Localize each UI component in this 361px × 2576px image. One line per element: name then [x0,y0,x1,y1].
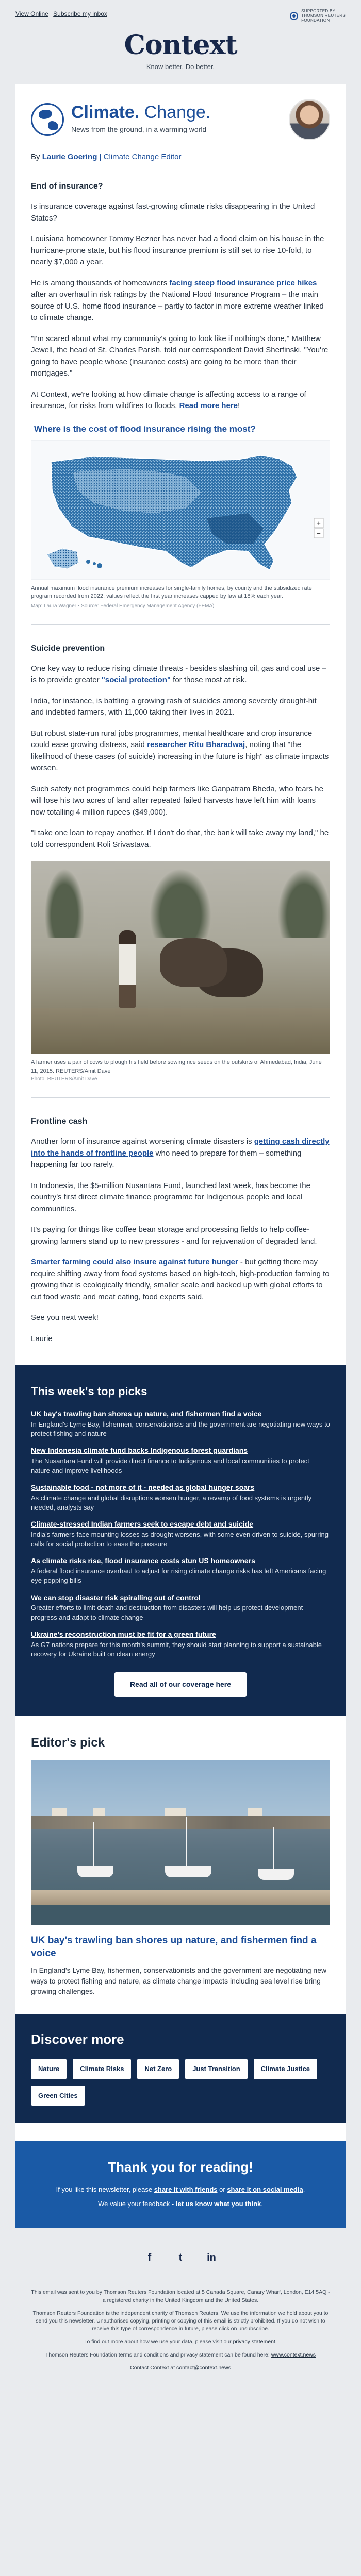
pick-title-link[interactable]: Sustainable food - not more of it - needed as global hunger soars [31,1483,255,1492]
paragraph [31,389,330,412]
pick-title-link[interactable]: We can stop disaster risk spiralling out of control [31,1593,201,1602]
paragraph: "I take one loan to repay another. If I don't do that, the bank will take away my land," he told correspondent Roli Srivastava. [31,828,329,849]
topic-chip-climate-justice[interactable]: Climate Justice [254,2059,317,2079]
share-social-link[interactable]: share it on social media [227,2185,303,2194]
editors-pick-desc: In England's Lyme Bay, fishermen, conservationists and the government are negotiating new ways to protect fishing and nature, as climate change impacts including sea level rise bring growing challenges. [31,1966,327,1996]
discover-heading: Discover more [31,2031,124,2047]
paragraph [31,728,330,774]
pick-desc: Greater efforts to limit death and destruction from disasters will help us protect development progress and adapt to climate change [31,1604,303,1621]
pick-item [31,1483,330,1512]
pick-item [31,1519,330,1549]
photo-credit: Photo: REUTERS/Amit Dave [31,1076,97,1082]
photo-mast [93,1822,94,1869]
topic-chip-nature[interactable]: Nature [31,2059,67,2079]
foundation-line-1: SUPPORTED BY [301,9,336,13]
feedback-line [31,2199,330,2209]
editors-pick [15,1716,346,2014]
photo-water [31,1905,330,1925]
photo-jetty [31,1890,330,1905]
map-hawaii [86,560,102,568]
foundation-mark-icon [290,12,298,20]
author-link[interactable]: Laurie Goering [42,152,97,161]
text: , noting that "the likelihood of these cases (of suicide) increasing in the future is high" as climate impacts worsen. [31,740,329,773]
newsletter-subtitle: News from the ground, in a warming world [71,125,207,133]
paragraph: See you next week! [31,1313,99,1323]
paragraph [31,1136,330,1171]
map-caption: Annual maximum flood insurance premium increases for single-family homes, by county and the subsidized rate program recorded from 2022; values reflect the first year increases capped by law at 18% each year. [31,585,312,599]
context-logo[interactable]: Context [124,29,237,61]
footer-contact [31,2364,330,2372]
share-friends-link[interactable]: share it with friends [154,2185,218,2194]
text: To find out more about how we use your data, please visit our [84,2338,233,2345]
top-picks [15,1365,346,1716]
pick-desc: As climate change and global disruptions worsen hunger, a revamp of food systems is urgently needed, analysts say [31,1494,312,1511]
topic-chips [31,2059,330,2106]
newsletter-title [71,104,210,122]
newsletter-brand [31,103,210,136]
paragraph [31,278,330,324]
read-more-link[interactable]: Read more here [179,401,238,410]
globe-icon [31,103,64,136]
story-section-3 [15,1115,346,1345]
foundation-line-2: THOMSON REUTERS [301,13,346,18]
photo-tree [41,861,88,938]
pick-item [31,1593,330,1622]
story-section-2 [15,642,346,1098]
pick-item [31,1556,330,1585]
newsletter-header [15,84,346,140]
paragraph: India, for instance, is battling a growing rash of suicides among severely drought-hit and indebted farmers, with 11,000 taking their lives in 2021. [31,696,317,717]
text: who need to prepare for them – something happening far too rarely. [31,1148,302,1170]
title-light: Change. [139,103,211,123]
topic-chip-net-zero[interactable]: Net Zero [137,2059,179,2079]
smarter-farming-link[interactable]: Smarter farming could also insure against future hunger [31,1258,238,1267]
photo-mast [186,1817,187,1869]
map-figure [31,422,330,610]
tagline: Know better. Do better. [146,63,215,71]
photo-farmer [119,930,136,1008]
byline-by: By [31,152,42,161]
farmer-photo [31,861,330,1054]
paragraph [31,1257,330,1303]
privacy-link[interactable]: privacy statement [233,2338,275,2345]
section-heading: End of insurance? [31,182,103,191]
author-role: Climate Change Editor [103,152,182,161]
svg-text:+: + [317,519,321,527]
photo-boat [77,1866,113,1877]
paragraph: "I'm scared about what my community's going to look like if nothing's done," Matthew Jewell, the head of St. Charles Parish, told our correspondent David Sherfinski. "You're going to have people whose (insurance costs) are going to be more than their mortgages." [31,334,329,378]
linkedin-icon[interactable]: in [207,2252,216,2264]
pick-desc: As G7 nations prepare for this month's summit, they should start planning to support a sustainable recovery for Ukraine built on clean energy [31,1640,322,1658]
pick-title-link[interactable]: Climate-stressed Indian farmers seek to escape debt and suicide [31,1519,254,1528]
paragraph: In Indonesia, the $5-million Nusantara Fund, launched last week, has become the country's first direct climate finance programme for Indigenous people and local communities. [31,1181,310,1213]
pick-desc: In England's Lyme Bay, fishermen, conservationists and the government are negotiating new ways to protect fishing and nature [31,1420,330,1438]
byline-separator: | [97,152,104,161]
researcher-link[interactable]: researcher Ritu Bharadwaj [147,740,245,750]
feedback-link[interactable]: let us know what you think [175,2199,261,2208]
us-county-map[interactable] [31,440,330,580]
photo-shore [31,1816,330,1829]
foundation-line-3: FOUNDATION [301,18,330,23]
masthead [0,29,361,84]
footer-disclaimer: Thomson Reuters Foundation is the independent charity of Thomson Reuters. We use the information we hold about you to send you this newsletter. Unauthorised copying, printing or copying of this email is strictly prohibited. If you do not wish to receive this type of correspondence in future, please click on unsubscribe. [32,2310,329,2332]
topic-chip-just-transition[interactable]: Just Transition [185,2059,247,2079]
pick-title-link[interactable]: As climate risks rise, flood insurance costs stun US homeowners [31,1556,255,1565]
pick-desc: A federal flood insurance overhaul to adjust for rising climate change risks has left Americans facing eye-popping bills [31,1567,326,1585]
picks-heading: This week's top picks [31,1385,147,1398]
footer [15,2279,346,2372]
text: ! [237,401,240,410]
photo-tree [273,861,330,938]
pick-desc: India's farmers face mounting losses as drought worsens, with some even driven to suicide, spurring calls for social protection to ease the pressure [31,1530,329,1548]
text: or [217,2185,227,2194]
pick-title-link[interactable]: UK bay's trawling ban shores up nature, and fishermen find a voice [31,1410,262,1418]
text: for those most at risk. [171,675,247,685]
photo-tree [144,861,217,938]
facebook-icon[interactable]: f [147,2252,152,2264]
footer-address: This email was sent to you by Thomson Reuters Foundation located at 5 Canada Square, Canary Wharf, London, E14 5AQ - a registered charity in the United Kingdom and the United States. [31,2289,330,2303]
contact-link[interactable]: contact@context.news [176,2364,231,2371]
foundation-logo [290,9,346,23]
pick-title-link[interactable]: New Indonesia climate fund backs Indigenous forest guardians [31,1446,248,1455]
pick-title-link[interactable]: Ukraine's reconstruction must be fit for a green future [31,1630,216,1638]
section-divider [31,624,330,625]
text: . [303,2185,305,2194]
paragraph: Is insurance coverage against fast-growing climate risks disappearing in the United States? [31,202,315,223]
editors-pick-title-link[interactable]: UK bay's trawling ban shores up nature, and fishermen find a voice [31,1935,317,1959]
signature: Laurie [31,1334,53,1343]
author-avatar [289,99,330,140]
editors-pick-photo[interactable] [31,1760,330,1925]
text: He is among thousands of homeowners [31,278,170,287]
read-all-coverage-button[interactable]: Read all of our coverage here [114,1672,247,1697]
footer-terms [31,2351,330,2359]
photo-boat [258,1869,294,1880]
topic-chip-green-cities[interactable]: Green Cities [31,2086,85,2106]
photo-ground [31,1008,330,1054]
section-heading: Suicide prevention [31,643,105,653]
pick-item [31,1446,330,1475]
view-online-link[interactable]: View Online [15,10,48,18]
title-bold: Climate. [71,103,140,123]
photo-boat [165,1866,211,1877]
section-heading: Frontline cash [31,1117,88,1126]
top-bar [0,0,361,29]
text: Another form of insurance against worsening climate disasters is [31,1137,254,1146]
text: Contact Context at [130,2364,177,2371]
photo-caption: A farmer uses a pair of cows to plough his field before sowing rice seeds on the outskirts of Ahmedabad, India, June 11, 2015. REUTERS/Amit Dave [31,1059,322,1074]
text: . [275,2338,277,2345]
newsletter-card [15,84,346,2229]
byline [15,140,346,163]
text: - but getting there may require shifting away from food systems based on high-tech, high-production farming to growing that is ecologically friendly, smaller scale and backed up with global efforts to cut food waste and meat eating, food experts said. [31,1258,330,1301]
map-source: Map: Laura Wagner • Source: Federal Emergency Management Agency (FEMA) [31,603,215,609]
section-divider [31,1097,330,1098]
discover-more [15,2014,346,2123]
thank-you-banner [15,2141,346,2228]
map-alaska [47,548,79,569]
text: after an overhaul in risk ratings by the National Flood Insurance Program – the main source of U.S. home flood insurance – partly to factor in more extreme weather linked to climate change. [31,290,324,322]
terms-link[interactable]: www.context.news [271,2351,316,2358]
paragraph [31,663,330,686]
pick-desc: The Nusantara Fund will provide direct finance to Indigenous and local communities to protect nature and improve livelihoods [31,1457,309,1475]
text: . [261,2199,263,2208]
svg-text:−: − [317,530,321,537]
map-graphic [31,441,331,580]
picks-button-wrap [31,1672,330,1697]
text: We value your feedback - [98,2199,176,2208]
text: Thomson Reuters Foundation terms and conditions and privacy statement can be found here: [45,2351,271,2358]
social-protection-link[interactable]: "social protection" [101,675,171,685]
paragraph: Louisiana homeowner Tommy Bezner has never had a flood claim on his house in the hurricane-prone state, but his flood insurance premium is still set to rise 10-fold, to nearly $7,000 a year. [31,234,324,266]
subscribe-link[interactable]: Subscribe my inbox [53,10,107,18]
map-title: Where is the cost of flood insurance rising the most? [34,423,256,434]
top-links [15,9,110,19]
frontline-cash-link[interactable]: getting cash directly into the hands of frontline people [31,1137,330,1158]
editors-pick-heading: Editor's pick [31,1736,105,1750]
twitter-icon[interactable]: t [178,2252,183,2264]
pick-item [31,1630,330,1659]
photo-mast [273,1827,274,1869]
social-links [0,2228,361,2279]
thanks-heading: Thank you for reading! [108,2159,253,2175]
text: One key way to reduce rising climate threats - besides slashing oil, gas and coal use – is to provide greater [31,664,326,685]
story-section-1 [15,180,346,625]
paragraph: It's paying for things like coffee bean storage and processing fields to help coffee-growing farmers stand up to new pressures - and for rejuvenation of degraded land. [31,1225,317,1246]
text: If you like this newsletter, please [56,2185,154,2194]
map-zoom-controls [314,518,323,538]
photo-ox [160,938,227,987]
share-line [31,2184,330,2195]
footer-privacy [31,2338,330,2346]
topic-chip-climate-risks[interactable]: Climate Risks [73,2059,131,2079]
paragraph: Such safety net programmes could help farmers like Ganpatram Bheda, who fears he will lose his two acres of land after repeated failed harvests have left him with loans now totalling 4 million rupees ($49,000). [31,784,323,817]
flood-insurance-link[interactable]: facing steep flood insurance price hikes [169,278,317,287]
text: At Context, we're looking at how climate change is affecting access to a range of insurance, for risks from wildfires to floods. [31,389,306,410]
text: But robust state-run rural jobs programmes, mental healthcare and crop insurance could ease growing distress, said [31,728,313,750]
pick-item [31,1409,330,1438]
